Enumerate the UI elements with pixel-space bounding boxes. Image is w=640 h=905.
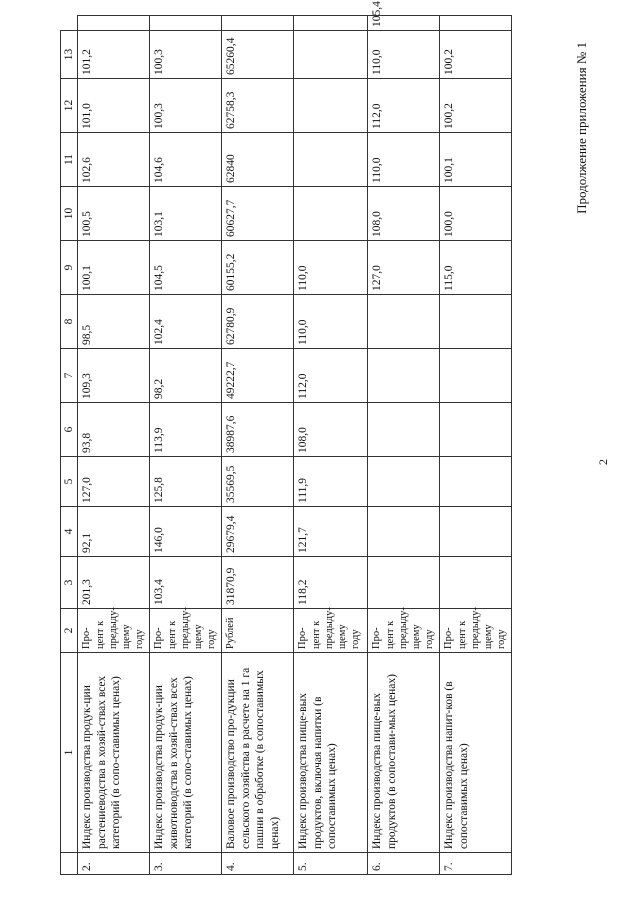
header-cell: 3 <box>61 557 78 609</box>
indicator-name: Индекс производства продук-ции растениеводства в хозяй-ствах всех категорий (в сопо-ставимых ценах) <box>78 653 150 853</box>
header-cell: 2 <box>61 609 78 653</box>
header-cell <box>61 853 78 875</box>
value-cell: 111,9 <box>294 457 368 507</box>
value-cell: 93,8 <box>78 403 150 457</box>
row-number: 7. <box>440 853 512 875</box>
value-cell: 60155,2 <box>222 241 294 295</box>
page-number: 2 <box>596 459 610 465</box>
value-cell: 49222,7 <box>222 349 294 403</box>
value-cell: 115,0 <box>440 241 512 295</box>
value-cell: 60627,7 <box>222 187 294 241</box>
row-number: 5. <box>294 853 368 875</box>
value-cell: 125,8 <box>150 457 222 507</box>
value-cell <box>294 79 368 133</box>
row-number: 6. <box>368 853 440 875</box>
indicator-name: Валовое производство про-дукции сельского хозяйства в расчете на 1 га пашни в обработке (в сопоставимых ценах) <box>222 653 294 853</box>
value-cell: 102,4 <box>150 295 222 349</box>
value-cell <box>368 507 440 557</box>
header-cell: 7 <box>61 349 78 403</box>
unit-cell: Про-цент к предыду-щему году <box>294 609 368 653</box>
value-cell <box>222 16 294 31</box>
value-cell <box>294 133 368 187</box>
value-cell: 62780,9 <box>222 295 294 349</box>
value-cell <box>440 507 512 557</box>
row-number: 4. <box>222 853 294 875</box>
row-number: 3. <box>150 853 222 875</box>
value-cell: 101,0 <box>78 79 150 133</box>
value-cell: 201,3 <box>78 557 150 609</box>
value-cell <box>368 457 440 507</box>
value-cell: 103,4 <box>150 557 222 609</box>
value-cell: 100,2 <box>440 79 512 133</box>
value-cell: 98,2 <box>150 349 222 403</box>
table-row <box>368 16 440 875</box>
table-body <box>78 1 512 875</box>
value-cell: 110,0 <box>294 295 368 349</box>
value-cell: 110,0 <box>368 133 440 187</box>
value-cell <box>78 16 150 31</box>
value-cell: 127,0 <box>368 241 440 295</box>
value-cell: 104,5 <box>150 241 222 295</box>
value-cell: 113,9 <box>150 403 222 457</box>
value-cell: 65260,4 <box>222 31 294 79</box>
indicator-name: Индекс производства пище-вых продуктов (в сопостави-мых ценах) <box>368 653 440 853</box>
header-cell: 6 <box>61 403 78 457</box>
value-cell: 100,1 <box>78 241 150 295</box>
value-cell: 100,2 <box>440 31 512 79</box>
value-cell: 100,0 <box>440 187 512 241</box>
value-cell: 100,1 <box>440 133 512 187</box>
value-cell <box>440 16 512 31</box>
value-cell: 146,0 <box>150 507 222 557</box>
value-cell: 121,7 <box>294 507 368 557</box>
value-cell <box>440 295 512 349</box>
value-cell: 62758,3 <box>222 79 294 133</box>
table-row <box>222 16 294 875</box>
value-cell <box>294 187 368 241</box>
value-cell: 109,3 <box>78 349 150 403</box>
unit-cell: Про-цент к предыду-щему году <box>150 609 222 653</box>
indicator-name: Индекс производства продук-ции животноводства в хозяй-ствах всех категорий (в сопо-ставимых ценах) <box>150 653 222 853</box>
header-cell: 13 <box>61 31 78 79</box>
value-cell <box>440 557 512 609</box>
value-cell: 127,0 <box>78 457 150 507</box>
header-cell: 4 <box>61 507 78 557</box>
value-cell <box>440 403 512 457</box>
table-row <box>294 16 368 875</box>
value-cell <box>150 16 222 31</box>
row-number: 2. <box>78 853 150 875</box>
value-cell: 100,5 <box>78 187 150 241</box>
value-cell <box>440 349 512 403</box>
header-cell: 11 <box>61 133 78 187</box>
value-cell: 112,0 <box>368 79 440 133</box>
value-cell: 112,0 <box>294 349 368 403</box>
header-cell: 5 <box>61 457 78 507</box>
header-cell: 9 <box>61 241 78 295</box>
value-cell: 108,0 <box>294 403 368 457</box>
value-cell <box>294 16 368 31</box>
continuation-caption: Продолжение приложения № 1 <box>574 42 589 214</box>
value-cell: 104,6 <box>150 133 222 187</box>
unit-cell: Рублей <box>222 609 294 653</box>
value-cell: 110,0 <box>368 31 440 79</box>
value-cell: 108,0 <box>368 187 440 241</box>
header-cell: 12 <box>61 79 78 133</box>
value-cell: 100,3 <box>150 31 222 79</box>
value-cell: 38987,6 <box>222 403 294 457</box>
table-row <box>78 16 150 875</box>
header-cell: 8 <box>61 295 78 349</box>
indicator-name: Индекс производства пище-вых продуктов, включая напитки (в сопоставимых ценах) <box>294 653 368 853</box>
header-cell: 1 <box>61 653 78 853</box>
value-cell <box>440 457 512 507</box>
value-cell <box>368 557 440 609</box>
value-cell: 102,6 <box>78 133 150 187</box>
value-cell: 101,2 <box>78 31 150 79</box>
value-cell: 62840 <box>222 133 294 187</box>
value-cell: 35569,5 <box>222 457 294 507</box>
table-row <box>150 16 222 875</box>
value-cell: 110,0 <box>294 241 368 295</box>
value-cell: 118,2 <box>294 557 368 609</box>
value-cell <box>368 295 440 349</box>
unit-cell: Про-цент к предыду-щему году <box>78 609 150 653</box>
value-cell: 31870,9 <box>222 557 294 609</box>
value-cell <box>294 31 368 79</box>
value-cell: 29679,4 <box>222 507 294 557</box>
value-cell: 98,5 <box>78 295 150 349</box>
unit-cell: Про-цент к предыду-щему году <box>440 609 512 653</box>
header-cell: 10 <box>61 187 78 241</box>
value-cell: 105,4 <box>368 16 440 31</box>
table-header <box>61 16 78 875</box>
unit-cell: Про-цент к предыду-щему году <box>368 609 440 653</box>
indicator-name: Индекс производства напит-ков (в сопоставимых ценах) <box>440 653 512 853</box>
value-cell: 103,1 <box>150 187 222 241</box>
table-row <box>440 16 512 875</box>
data-table <box>60 1 512 875</box>
value-cell: 92,1 <box>78 507 150 557</box>
value-cell <box>368 403 440 457</box>
value-cell: 100,3 <box>150 79 222 133</box>
value-cell <box>368 349 440 403</box>
